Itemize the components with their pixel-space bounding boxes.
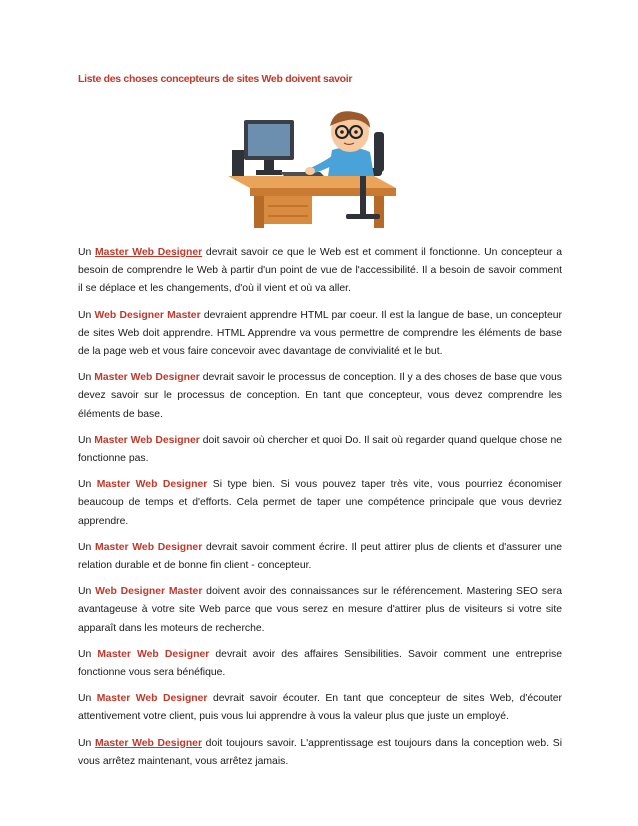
paragraph: Un Master Web Designer devrait savoir écouter. En tant que concepteur de sites Web, d'écouter attentivement votre client, puis vous lui apprendre à vous la valeur plus que juste un employé. bbox=[78, 693, 562, 723]
paragraph: Un Master Web Designer devrait avoir des affaires Sensibilities. Savoir comment une entreprise fonctionne vous sera bénéfique. bbox=[78, 648, 562, 679]
paragraph: Un Web Designer Master devraient apprendre HTML par coeur. Il est la langue de base, un concepteur de sites Web doit apprendre. HTML Apprendre va vous permettre de comprendre les éléments de base de la page web et vous faire concevoir avec davantage de convivialité et le but. bbox=[78, 309, 562, 358]
keyword: Master Web Designer bbox=[96, 479, 208, 491]
keyword: Web Designer Master bbox=[94, 309, 201, 321]
paragraph: Un Master Web Designer devrait savoir le processus de conception. Il y a des choses de base que vous devez savoir sur le processus de conception. En tant que concepteur, vous devez comprendre les éléments de base. bbox=[78, 372, 563, 420]
keyword: Master Web Designer bbox=[94, 372, 200, 384]
web-designer-illustration bbox=[224, 110, 400, 230]
paragraph: Un Master Web Designer Si type bien. Si vous pouvez taper très vite, vous pourriez économiser beaucoup de temps et d'efforts. Cela permet de taper une compétence principale que vous devriez apprendre. bbox=[78, 479, 562, 527]
document-title: Liste des choses concepteurs de sites Web doivent savoir bbox=[78, 73, 353, 85]
keyword-link[interactable]: Master Web Designer bbox=[94, 737, 202, 749]
keyword: Master Web Designer bbox=[96, 693, 208, 705]
document-body bbox=[78, 244, 562, 779]
paragraph: Un Master Web Designer doit savoir où chercher et quoi Do. Il sait où regarder quand quelque chose ne fonctionne pas. bbox=[78, 434, 562, 465]
keyword: Master Web Designer bbox=[97, 648, 210, 660]
keyword: Master Web Designer bbox=[94, 434, 200, 446]
keyword: Web Designer Master bbox=[95, 586, 203, 598]
keyword: Master Web Designer bbox=[95, 541, 203, 553]
paragraph: Un Master Web Designer devrait savoir comment écrire. Il peut attirer plus de clients et d'assurer une relation durable et de bonne fin client - concepteur. bbox=[78, 541, 563, 572]
paragraph: Un Master Web Designer devrait savoir ce que le Web est et comment il fonctionne. Un concepteur a besoin de comprendre le Web à partir d'un point de vue de l'accessibilité. Il a besoin de savoir comment il se déplace et les changements, d'où il vient et où va aller. bbox=[78, 247, 563, 295]
keyword-link[interactable]: Master Web Designer bbox=[95, 247, 203, 258]
paragraph: Un Master Web Designer doit toujours savoir. L'apprentissage est toujours dans la conception web. Si vous arrêtez maintenant, vous arrêtez jamais. bbox=[78, 737, 563, 767]
paragraph: Un Web Designer Master doivent avoir des connaissances sur le référencement. Mastering SEO sera avantageuse à votre site Web parce que vous serez en mesure d'attirer plus de visiteurs si votre site apparaît dans les moteurs de recherche. bbox=[78, 586, 562, 634]
